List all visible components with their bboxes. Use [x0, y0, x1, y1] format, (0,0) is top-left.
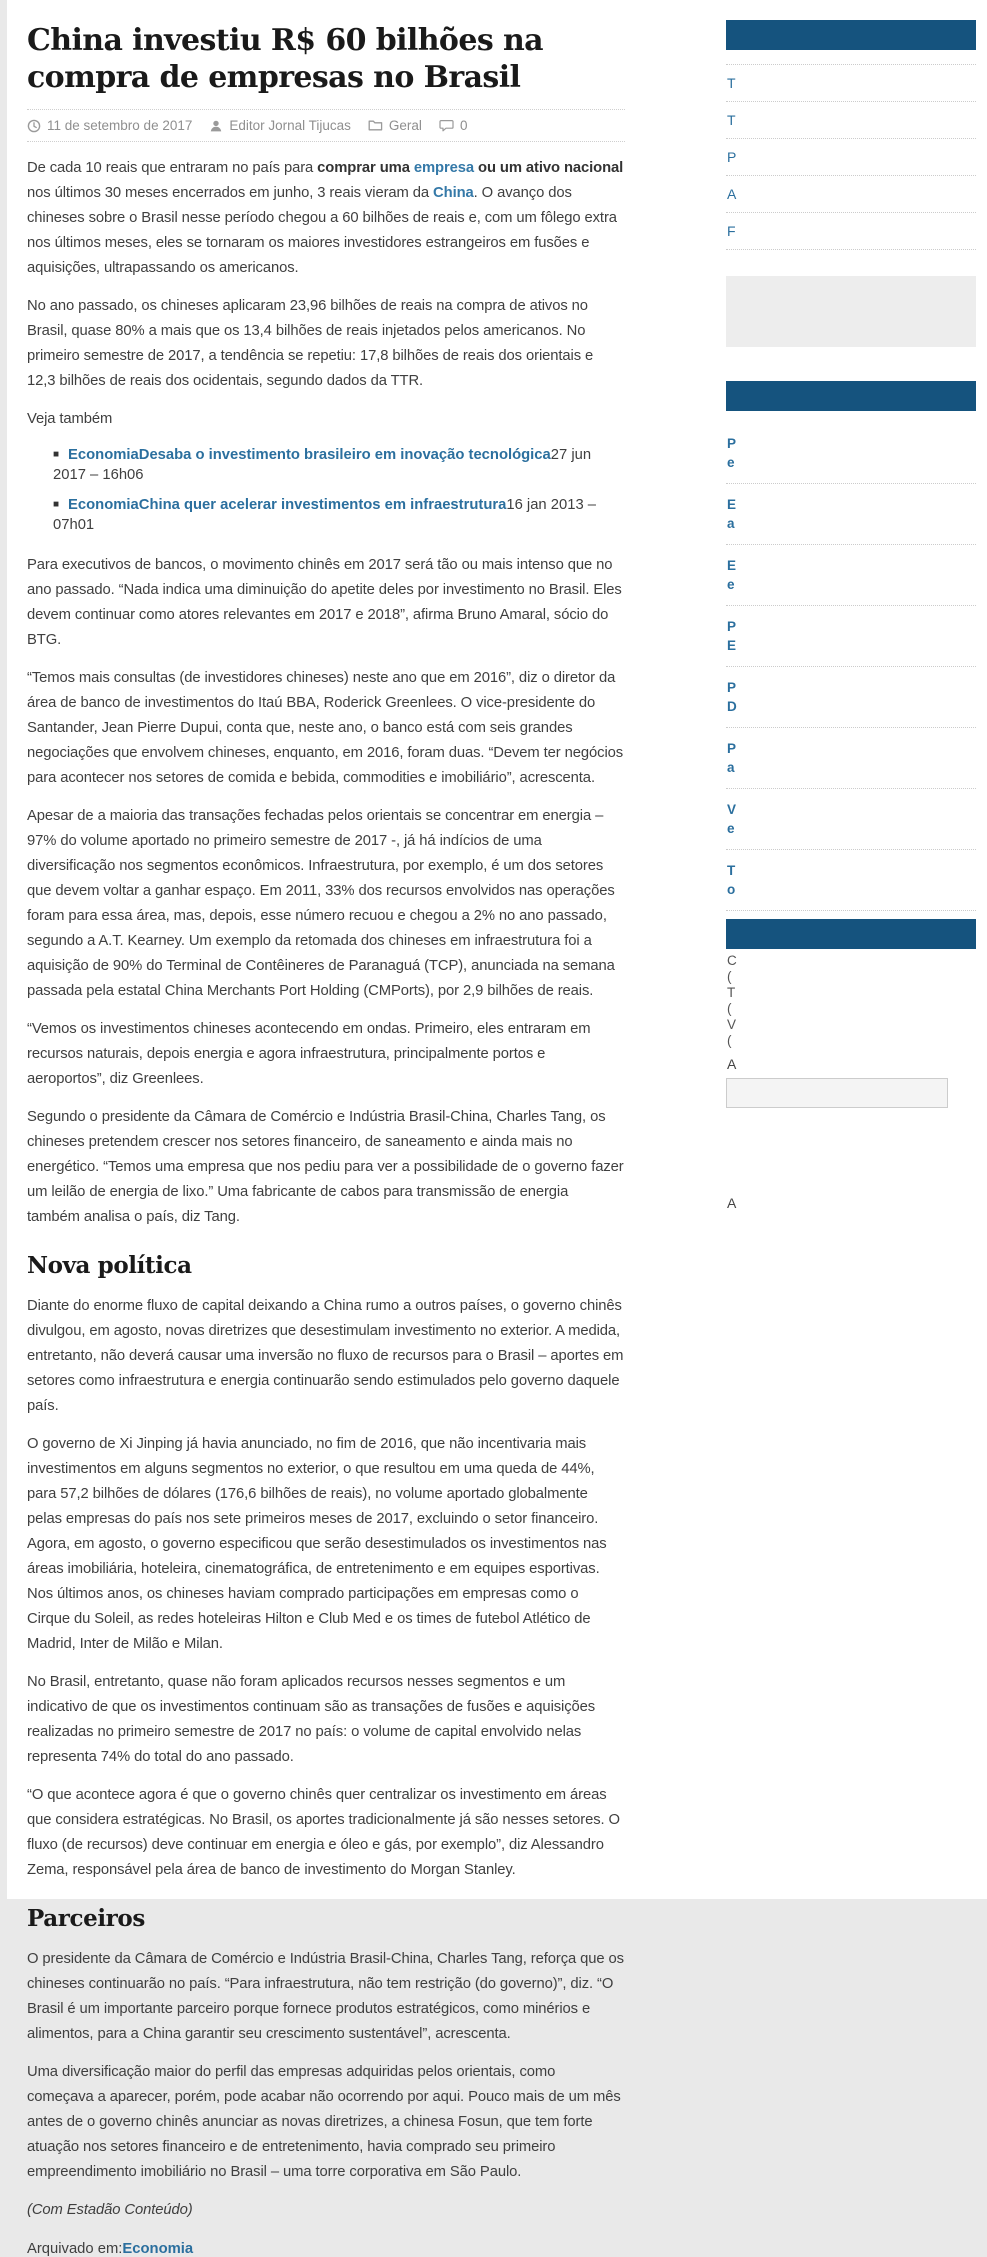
- section-heading: Parceiros: [27, 1905, 145, 1932]
- paragraph: O presidente da Câmara de Comércio e Indústria Brasil-China, Charles Tang, reforça que os chineses continuarão no país. “Para infraestrutura, não tem restrição (do governo)”, diz. “O Brasil é um importante parceiro porque fornece produtos estratégicos, como minérios e alimentos, para a China garantir seu crescimento sustentável”, acrescenta.: [27, 1951, 624, 2042]
- paragraph: O governo de Xi Jinping já havia anunciado, no fim de 2016, que não incentivaria mais investimentos em alguns segmentos no exterior, o que resultou em uma queda de 44%, para 57,2 bilhões de dólares (176,6 bilhões de reais), no volume aportado globalmente pelas empresas do país nos sete primeiros meses de 2017, excluindo o setor financeiro. Agora, em agosto, o governo especificou que serão desestimulados os investimentos nas áreas imobiliária, hoteleira, cinematográfica, de entretenimento e em equipes esportivas. Nos últimos anos, os chineses haviam comprado participações em empresas como o Cirque du Soleil, as redes hoteleiras Hilton e Club Med e os times de futebol Atlético de Madrid, Inter de Milão e Milan.: [27, 1436, 607, 1652]
- sidebar-link[interactable]: P E: [726, 606, 976, 667]
- related-link[interactable]: EconomiaDesaba o investimento brasileiro em inovação tecnológica: [68, 447, 551, 463]
- section-heading: Nova política: [27, 1252, 192, 1279]
- sidebar-link[interactable]: P D: [726, 667, 976, 728]
- related-link-item: [53, 445, 625, 485]
- text-span: nos últimos 30 meses encerrados em junho, 3 reais vieram da: [27, 185, 434, 201]
- post-date: 11 de setembro de 2017: [27, 118, 192, 133]
- sidebar-link[interactable]: T: [726, 102, 976, 139]
- related-links-list: [27, 445, 625, 535]
- sidebar-links-section-1: [726, 64, 976, 250]
- post-meta: [27, 109, 625, 142]
- sidebar-link[interactable]: V e: [726, 789, 976, 850]
- sidebar-link[interactable]: T: [726, 65, 976, 102]
- article-column: [27, 22, 625, 2257]
- paragraph: No Brasil, entretanto, quase não foram aplicados recursos nesses segmentos e um indicativo de que os investimentos continuam são as transações de fusões e aquisições realizadas no primeiro semestre de 2017 no país: o volume de capital envolvido nelas representa 74% do total do ano passado.: [27, 1674, 596, 1765]
- sidebar-section-header-1: [726, 20, 976, 50]
- square-bullet-icon: ■: [53, 449, 60, 460]
- inline-link[interactable]: China: [433, 185, 474, 201]
- paragraph: “O que acontece agora é que o governo chinês quer centralizar os investimento em áreas que considera estratégicas. No Brasil, os aportes tradicionalmente já são nesses setores. O fluxo (de recursos) deve continuar em energia e óleo e gás, por exemplo”, diz Alessandro Zema, responsável pela área de banco de investimento do Morgan Stanley.: [27, 1787, 620, 1878]
- related-link-date: 16 jan 2013 – 07h01: [53, 497, 597, 533]
- user-icon: [209, 119, 223, 133]
- comment-icon: [439, 119, 454, 132]
- paragraph: Veja também: [27, 411, 113, 427]
- page-title: China investiu R$ 60 bilhões na compra de empresas no Brasil: [27, 23, 544, 95]
- paragraph: “Temos mais consultas (de investidores chineses) neste ano que em 2016”, diz o diretor da área de banco de investimentos do Itaú BBA, Roderick Greenlees. O vice-presidente do Santander, Jean Pierre Dupui, conta que, neste ano, o banco está com seis grandes negociações que envolvem chineses, enquanto, em 2016, foram duas. “Devem ter negócios para acontecer nos setores de comida e bebida, commodities e imobiliário”, acrescenta.: [27, 670, 624, 786]
- related-link[interactable]: EconomiaChina quer acelerar investimentos em infraestrutura: [68, 497, 507, 513]
- sidebar-section-header-3: [726, 919, 976, 949]
- archived-in-line: [27, 2241, 625, 2257]
- sidebar-link[interactable]: E e: [726, 545, 976, 606]
- bold-text: ou um ativo nacional: [474, 160, 624, 176]
- related-link-date: 27 jun 2017 – 16h06: [53, 447, 592, 483]
- sidebar-link[interactable]: P e: [726, 423, 976, 484]
- folder-icon: [368, 119, 383, 132]
- sidebar-link[interactable]: T o: [726, 850, 976, 911]
- sidebar-category-link[interactable]: V (: [727, 1017, 737, 1048]
- comment-count[interactable]: 0: [439, 118, 468, 133]
- clock-icon: [27, 119, 41, 133]
- article-body: [27, 142, 625, 2257]
- text-span: De cada 10 reais que entraram no país para: [27, 160, 318, 176]
- sidebar-section-header-2: [726, 381, 976, 411]
- sidebar-category-link[interactable]: T (: [727, 985, 736, 1016]
- sidebar-archive-label: A: [727, 1056, 737, 1072]
- text-span: . O avanço dos chineses sobre o Brasil nesse período chegou a 60 bilhões de reais e, com um fôlego extra nos últimos meses, eles se tornaram os maiores investidores estrangeiros em fusões e aquisições, ultrapassando os americanos.: [27, 185, 617, 276]
- paragraph: Diante do enorme fluxo de capital deixando a China rumo a outros países, o governo chinês divulgou, em agosto, novas diretrizes que desestimulam investimento no exterior. A medida, entretanto, não deverá causar uma inversão no fluxo de recursos para o Brasil – aportes em setores como infraestrutura e energia continuarão sendo estimulados pelo governo daquele país.: [27, 1298, 624, 1414]
- sidebar-category-link[interactable]: C (: [727, 953, 737, 984]
- paragraph: [27, 156, 625, 281]
- sidebar: [726, 0, 976, 1211]
- square-bullet-icon: ■: [53, 499, 60, 510]
- paragraph: “Vemos os investimentos chineses acontecendo em ondas. Primeiro, eles entraram em recursos naturais, depois energia e agora infraestrutura, principalmente portos e aeroportos”, diz Greenlees.: [27, 1021, 591, 1087]
- paragraph: Apesar de a maioria das transações fechadas pelos orientais se concentrar em energia – 97% do volume aportado no primeiro semestre de 2017 -, já há indícios de uma diversificação nos segmentos econômicos. Infraestrutura, por exemplo, é um dos setores que devem voltar a ganhar espaço. Em 2011, 33% dos recursos envolvidos nas operações foram para essa área, mas, depois, esse número recuou e chegou a 2% no ano passado, segundo a A.T. Kearney. Um exemplo da retomada dos chineses em infraestrutura foi a aquisição de 90% do Terminal de Contêineres de Paranaguá (TCP), anunciada na semana passada pela estatal China Merchants Port Holding (CMPorts), por 2,9 bilhões de reais.: [27, 808, 615, 999]
- related-link-item: [53, 495, 625, 535]
- sidebar-links-section-3: [726, 953, 976, 1049]
- paragraph: (Com Estadão Conteúdo): [27, 2202, 193, 2218]
- bold-text: comprar uma: [317, 160, 414, 176]
- sidebar-label-2: A: [727, 1195, 737, 1211]
- paragraph: No ano passado, os chineses aplicaram 23,96 bilhões de reais na compra de ativos no Brasil, quase 80% a mais que os 13,4 bilhões de reais injetados pelos americanos. No primeiro semestre de 2017, a tendência se repetiu: 17,8 bilhões de reais dos orientais e 12,3 bilhões de reais dos ocidentais, segundo dados da TTR.: [27, 298, 594, 389]
- post-category[interactable]: Geral: [368, 118, 422, 133]
- sidebar-archive-select[interactable]: [726, 1078, 948, 1108]
- sidebar-link[interactable]: A: [726, 176, 976, 213]
- paragraph: Para executivos de bancos, o movimento chinês em 2017 será tão ou mais intenso que no ano passado. “Nada indica uma diminuição do apetite deles por investimento no Brasil. Eles devem continuar como atores relevantes em 2017 e 2018”, afirma Bruno Amaral, sócio do BTG.: [27, 557, 622, 648]
- paragraph: Segundo o presidente da Câmara de Comércio e Indústria Brasil-China, Charles Tang, os chineses pretendem crescer nos setores financeiro, de saneamento e ainda mais no energético. “Temos uma empresa que nos pediu para ver a possibilidade de o governo fazer um leilão de energia de lixo.” Uma fabricante de cabos para transmissão de energia também analisa o país, diz Tang.: [27, 1109, 624, 1225]
- sidebar-gray-box: [726, 276, 976, 347]
- post-author[interactable]: Editor Jornal Tijucas: [209, 118, 351, 133]
- category-link-economia[interactable]: Economia: [122, 2241, 194, 2257]
- sidebar-link[interactable]: F: [726, 213, 976, 250]
- inline-link[interactable]: empresa: [413, 160, 474, 176]
- archived-in-label: Arquivado em:: [27, 2241, 123, 2257]
- paragraph: Uma diversificação maior do perfil das empresas adquiridas pelos orientais, como começava a aparecer, porém, pode acabar não ocorrendo por aqui. Pouco mais de um mês antes de o governo chinês anunciar as novas diretrizes, a chinesa Fosun, que tem forte atuação nos setores financeiro e de entretenimento, havia comprado seu primeiro empreendimento imobiliário no Brasil – uma torre corporativa em São Paulo.: [27, 2064, 621, 2180]
- sidebar-link[interactable]: P: [726, 139, 976, 176]
- sidebar-links-section-2: [726, 423, 976, 911]
- sidebar-link[interactable]: P a: [726, 728, 976, 789]
- sidebar-link[interactable]: E a: [726, 484, 976, 545]
